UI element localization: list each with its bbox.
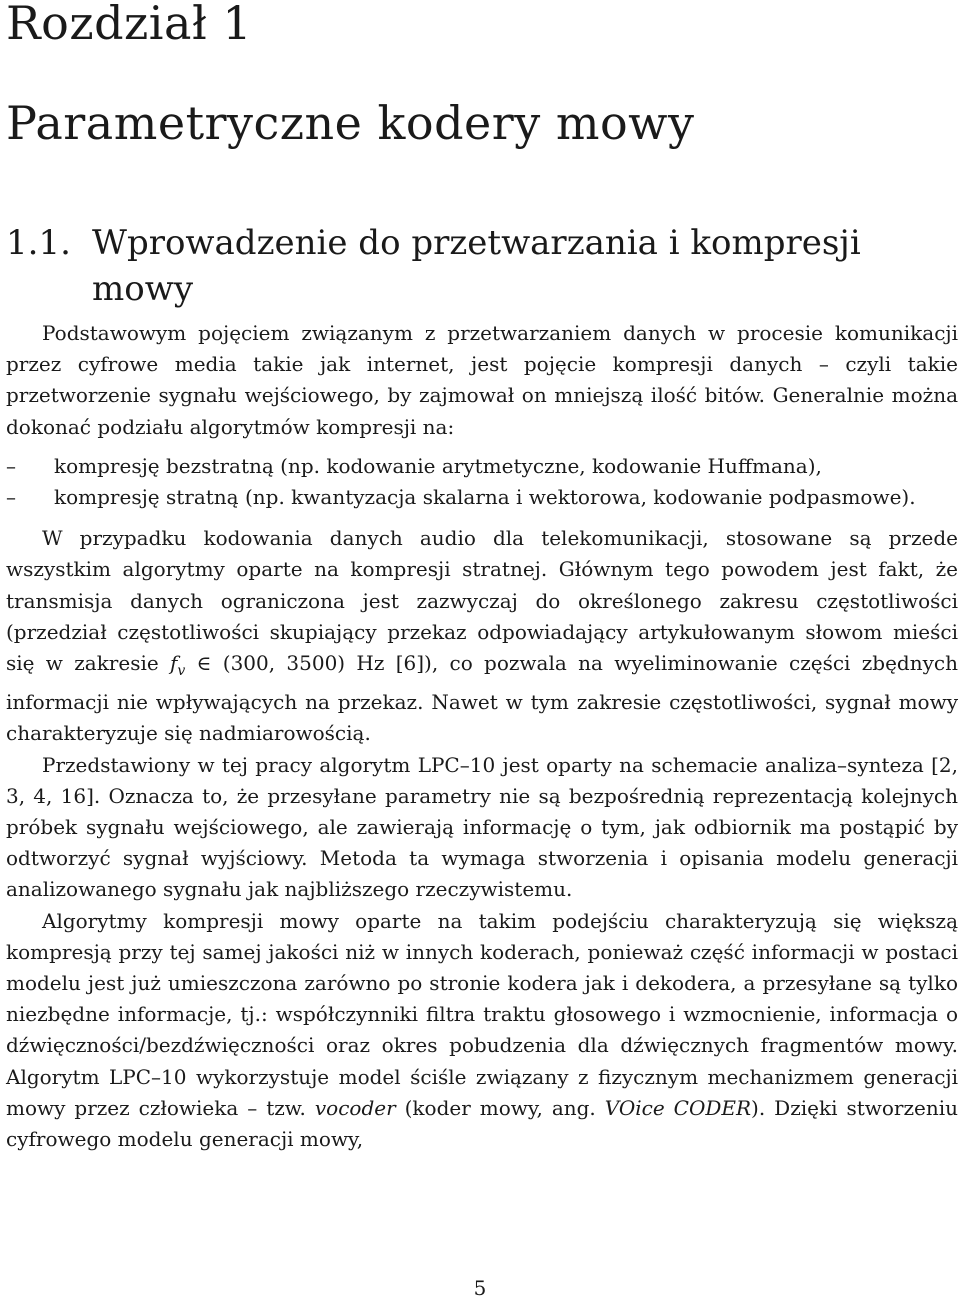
section-number: 1.1. [6,223,71,263]
body-text [6,318,958,1155]
list-dash: – [6,453,16,478]
math-sub-v: v [177,663,186,680]
paragraph-intro: Podstawowym pojęciem związanym z przetwarzaniem danych w procesie komunikacji przez cyfrowe media takie jak internet, jest pojęcie kompresji danych – czyli takie przetworzenie sygnału wejściowego, by zajmował on mniejszą ilość bitów. Generalnie można dokonać podziału algorytmów kompresji na: [6,321,958,439]
list-item-text: kompresję bezstratną (np. kodowanie arytmetyczne, kodowanie Huffmana), [54,453,822,478]
term-vocoder: vocoder [314,1095,396,1120]
compression-types-list [6,451,958,513]
list-item [6,451,958,482]
paragraph-algorithms [6,906,958,1156]
paragraph-algorithms-mid: (koder mowy, ang. [395,1095,605,1120]
page-number: 5 [473,1276,487,1300]
list-dash: – [6,485,16,510]
paragraph-audio-coding [6,523,958,749]
list-item [6,482,958,513]
paragraph-algorithms-text: Algorytmy kompresji mowy oparte na takim podejściu charakteryzują się większą kompresją przy tej samej jakości niż w innych koderach, ponieważ część informacji w postaci modelu jest już umieszczona zarówno po stronie kodera jak i dekodera, a przesyłane są tylko niezbędne informacje, tj.: współczynniki filtra traktu głosowego i wzmocnienie, informacja o dźwięczności/bezdźwięczności oraz okres pobudzenia dla dźwięcznych fragmentów mowy. Algorytm LPC–10 wykorzystuje model ściśle związany z fizycznym mechanizmem generacji mowy przez człowieka – tzw. [6,908,958,1120]
list-item-text: kompresję stratną (np. kwantyzacja skalarna i wektorowa, kodowanie podpasmowe). [54,485,916,510]
section-title-line1: Wprowadzenie do przetwarzania i kompresji [92,223,861,263]
paragraph-audio-coding-text: W przypadku kodowania danych audio dla telekomunikacji, stosowane są przede wszystkim algorytmy oparte na kompresji stratnej. Głównym tego powodem jest fakt, że transmisja danych ograniczona jest zazwyczaj do określonego zakresu częstotliwości (przedział częstotliwości skupiający przekaz odpowiadający artykułowanym słowom mieści się w zakresie [6,526,958,676]
section-title-line2: mowy [92,269,194,309]
chapter-label: Rozdział 1 [6,0,253,50]
section-title [6,220,956,312]
paragraph-lpc10: Przedstawiony w tej pracy algorytm LPC–10 jest oparty na schemacie analiza–synteza [2, 3, 4, 16]. Oznacza to, że przesyłane parametry nie są bezpośrednią reprezentacją kolejnych próbek sygnału wejściowego, ale zawierają informację o tym, jak odbiornik ma postąpić by odtworzyć sygnał wyjściowy. Metoda ta wymaga stworzenia i opisania modelu generacji analizowanego sygnału jak najbliższego rzeczywistemu. [6,752,958,902]
math-f: f [170,651,178,676]
paragraph-audio-coding-rest: ∈ (300, 3500) Hz [6]), co pozwala na wyeliminowanie części zbędnych informacji nie wpływających na przekaz. Nawet w tym zakresie częstotliwości, sygnał mowy charakteryzuje się nadmiarowością. [6,651,958,746]
paragraph-algorithms-end: ). Dzięki stworzeniu cyfrowego modelu generacji mowy, [6,1095,958,1152]
chapter-title: Parametryczne kodery mowy [6,96,695,150]
term-voice-coder: VOice CODER [604,1095,752,1120]
